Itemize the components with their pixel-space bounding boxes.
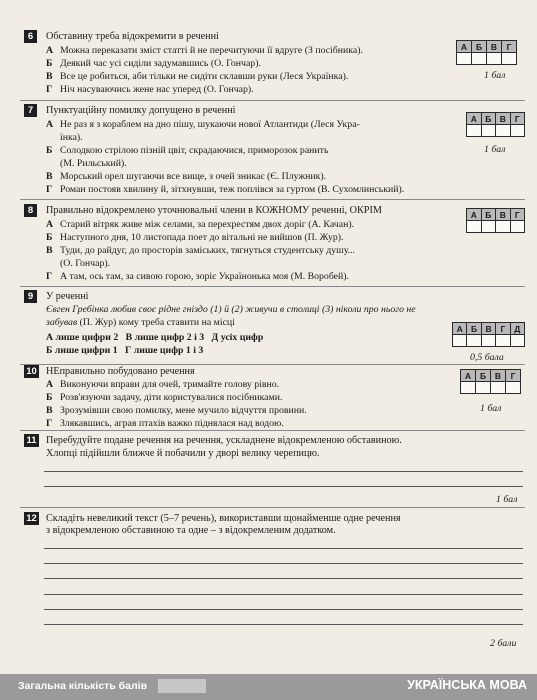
score-label: 1 бал [480, 403, 502, 414]
answer-grid[interactable]: А Б В Г [460, 369, 521, 394]
question-sentence: Євген Гребінка любив своє рідне гніздо (1) й (2) живучи в столиці (3) ніколи про нього не [46, 304, 416, 315]
answer-line[interactable] [44, 624, 523, 625]
answer-line[interactable] [44, 563, 523, 564]
separator [20, 199, 525, 200]
question-sentence-cont: забував (П. Жур) кому треба ставити на місці [46, 317, 235, 328]
option-a[interactable]: А Виконуючи вправи для очей, тримайте голову рівно. [46, 379, 280, 390]
total-score-field[interactable] [158, 679, 206, 693]
answer-line[interactable] [44, 609, 523, 610]
separator [20, 430, 525, 431]
options-row-1[interactable]: А лише цифри 2 В лише цифр 2 і 3 Д усіх цифр [46, 332, 264, 343]
option-g[interactable]: Г А там, ось там, за сивою горою, зоріє Українонька моя (М. Воробей). [46, 271, 349, 282]
separator [20, 286, 525, 287]
question-stem: Обставину треба відокремити в реченні [46, 31, 219, 42]
option-v[interactable]: В Зрозумівши свою помилку, мене мучило відчуття провини. [46, 405, 307, 416]
answer-line[interactable] [44, 578, 523, 579]
question-7 [24, 104, 525, 200]
option-b[interactable]: Б Розв'язуючи задачу, діти користувалися посібниками. [46, 392, 283, 403]
question-6 [24, 30, 525, 102]
score-label: 1 бал [484, 70, 506, 81]
separator [20, 100, 525, 101]
option-v[interactable]: В Все це робиться, аби тільки не сидіти склавши руки (Леся Українка). [46, 71, 349, 82]
option-b[interactable]: Б Деякий час усі сиділи задумавшись (О. Гончар). [46, 58, 261, 69]
answer-line[interactable] [44, 594, 523, 595]
question-number: 9 [24, 290, 37, 303]
answer-grid[interactable]: А Б В Г Д [452, 322, 525, 347]
option-g[interactable]: Г Ніч насуваючись жене нас уперед (О. Гончар). [46, 84, 254, 95]
score-label: 1 бал [496, 494, 518, 505]
options-row-2[interactable]: Б лише цифри 1 Г лише цифр 1 і 3 [46, 345, 204, 356]
question-stem: Правильно відокремлено уточнювальні члени в КОЖНОМУ реченні, ОКРІМ [46, 205, 382, 216]
question-stem-cont: з відокремленою обставиною та одне – з відокремленим додатком. [46, 525, 336, 536]
answer-line[interactable] [44, 486, 523, 487]
question-number: 6 [24, 30, 37, 43]
option-v[interactable]: В Туди, до райдуг, до просторів заміських, тягнуться студентську душу... (О. Гончар). [46, 245, 355, 269]
question-number: 10 [24, 365, 39, 378]
option-v[interactable]: В Морський орел шугаючи все вище, з очей зникає (Є. Плужник). [46, 171, 327, 182]
question-number: 11 [24, 434, 39, 447]
answer-line[interactable] [44, 471, 523, 472]
question-sentence: Хлопці підійшли ближче й побачили у дворі велику черепицю. [46, 448, 320, 459]
footer-bar [0, 674, 537, 700]
question-12 [24, 512, 525, 662]
question-number: 7 [24, 104, 37, 117]
option-b[interactable]: Б Наступного дня, 10 листопада поет до вітальні не вийшов (П. Жур). [46, 232, 344, 243]
question-number: 12 [24, 512, 39, 525]
question-stem: Перебудуйте подане речення на речення, ускладнене відокремленою обставиною. [46, 435, 402, 446]
separator [20, 507, 525, 508]
score-label: 2 бали [490, 638, 517, 649]
score-label: 1 бал [484, 144, 506, 155]
question-stem: Пунктуаційну помилку допущено в реченні [46, 105, 236, 116]
option-g[interactable]: Г Роман постояв хвилину й, зітхнувши, теж поплівся за гуртом (В. Сухомлинський). [46, 184, 405, 195]
option-a[interactable]: А Можна переказати зміст статті й не перечитуючи її вдруге (З посібника). [46, 45, 363, 56]
subject-title: УКРАЇНСЬКА МОВА [407, 678, 527, 692]
answer-grid[interactable]: А Б В Г [466, 208, 525, 233]
question-stem: Складіть невеликий текст (5–7 речень), використавши щонайменше одне речення [46, 513, 401, 524]
question-stem: У реченні [46, 291, 89, 302]
option-g[interactable]: Г Злякавшись, аграя птахів важко піднялася над водою. [46, 418, 284, 429]
answer-grid[interactable]: А Б В Г [466, 112, 525, 137]
question-number: 8 [24, 204, 37, 217]
question-10 [24, 365, 525, 429]
option-a[interactable]: А Старий вітряк живе між селами, за перехрестям двох доріг (А. Качан). [46, 219, 355, 230]
question-stem: НЕправильно побудовано речення [46, 366, 195, 377]
option-a[interactable]: А Не раз я з кораблем на дно пішу, шукаючи нової Атлантиди (Леся Укра- їнка). [46, 119, 360, 143]
question-9 [24, 290, 525, 362]
option-b[interactable]: Б Солодкою стрілою пізній цвіт, скрадаючися, приморозок ранить (М. Рильський). [46, 145, 329, 169]
score-label: 0,5 бала [470, 352, 504, 363]
answer-grid[interactable]: А Б В Г [456, 40, 517, 65]
answer-line[interactable] [44, 548, 523, 549]
total-score-label: Загальна кількість балів [18, 680, 148, 692]
question-8 [24, 204, 525, 288]
